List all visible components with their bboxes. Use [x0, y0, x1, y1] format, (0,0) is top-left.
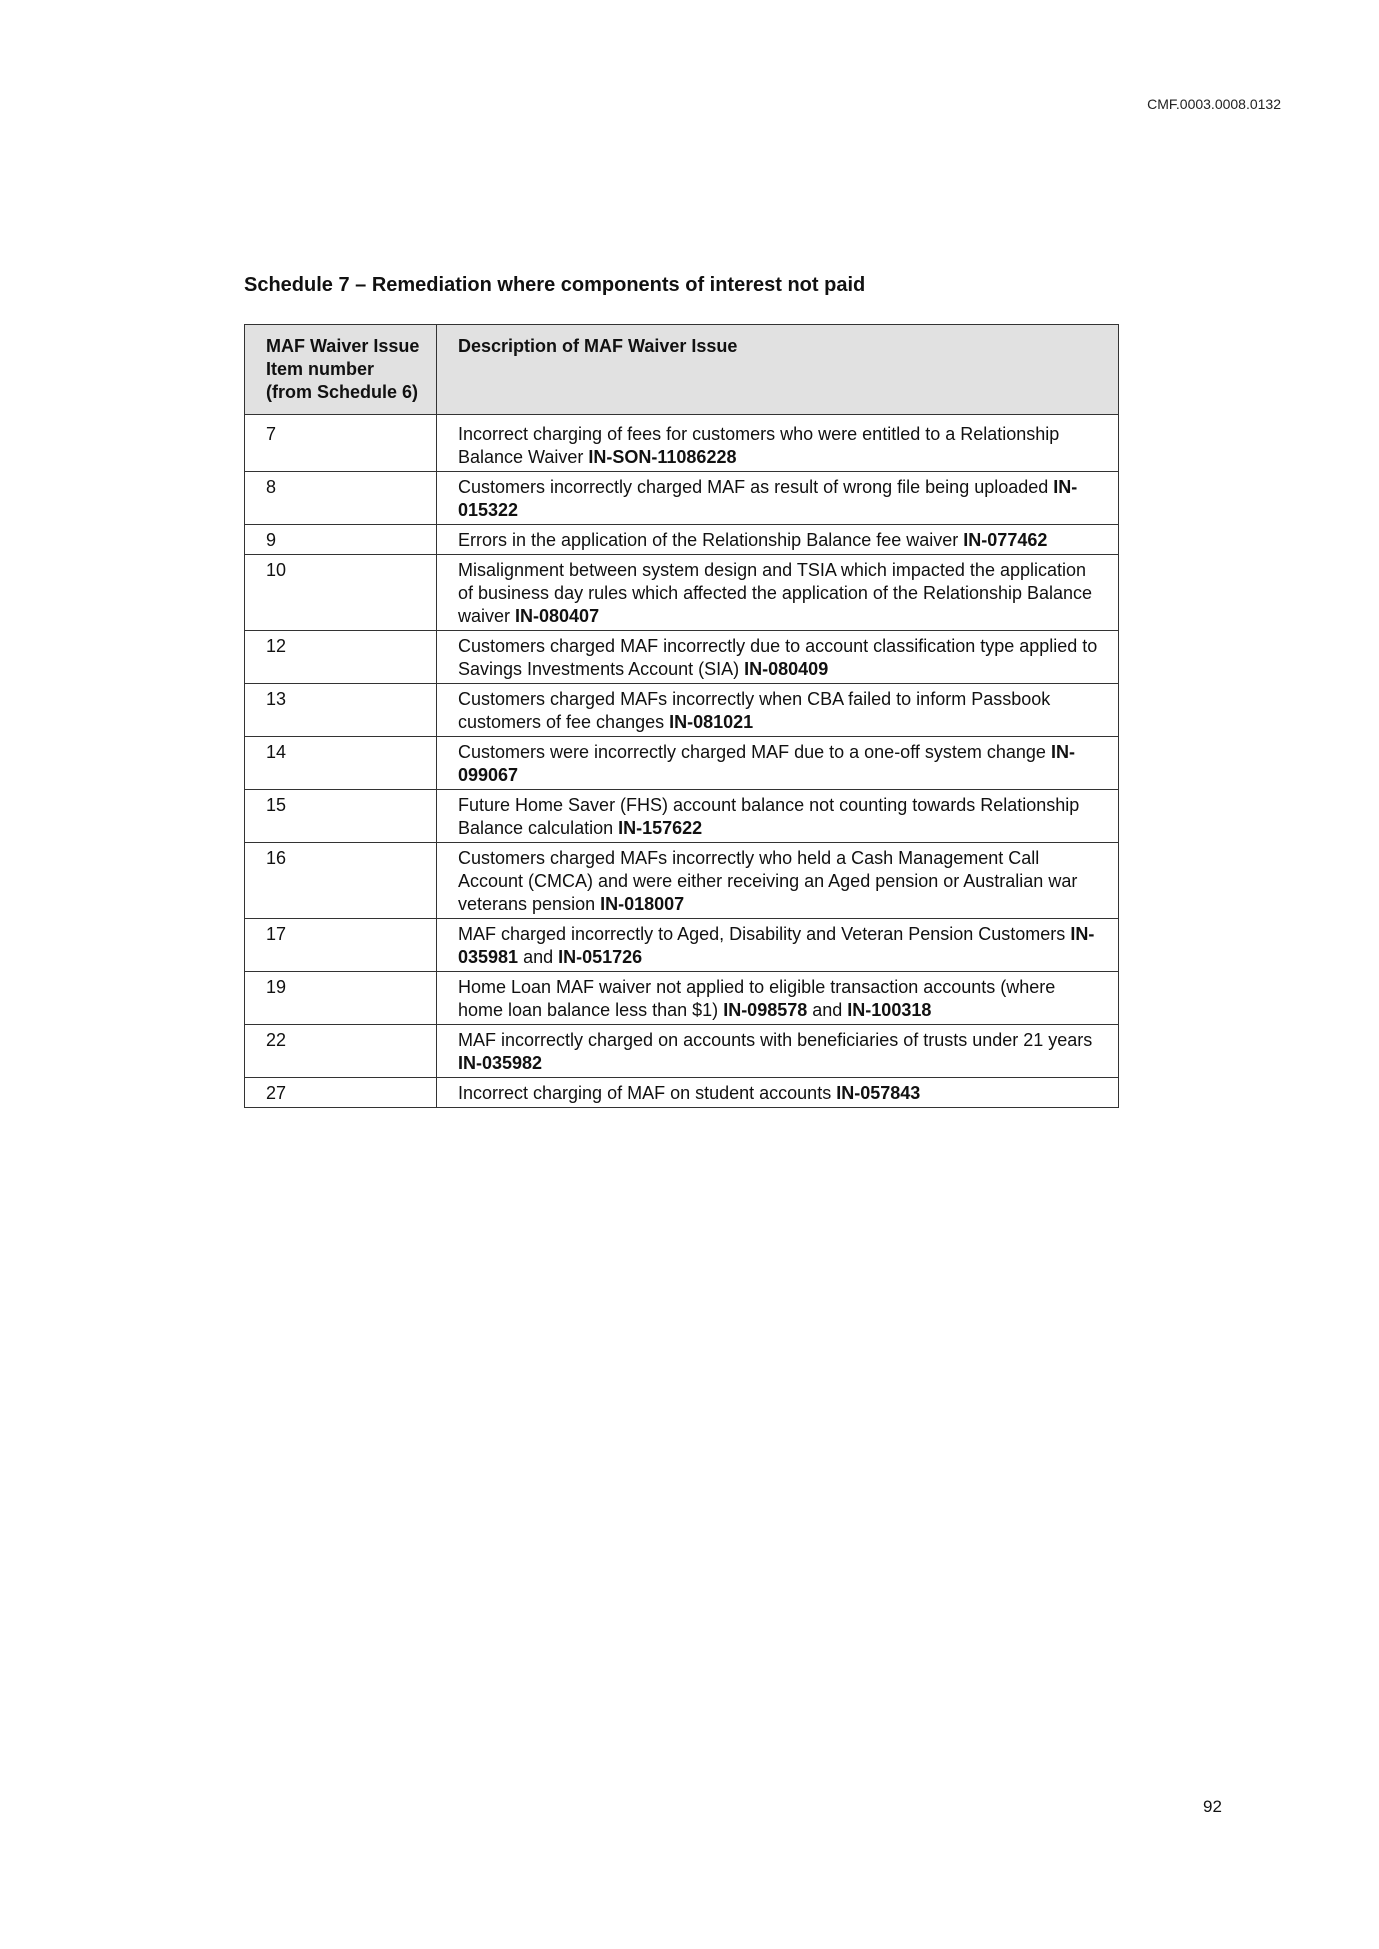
incident-reference: IN-SON-11086228: [588, 447, 737, 467]
incident-reference: IN-080409: [744, 659, 829, 679]
description-text: Future Home Saver (FHS) account balance not counting towards Relationship Balance calculation: [458, 795, 1080, 838]
schedule-title: Schedule 7 – Remediation where components of interest not paid: [244, 274, 866, 296]
table-row: [245, 972, 1119, 1025]
incident-reference: IN-098578: [723, 1000, 808, 1020]
incident-reference: IN-057843: [836, 1083, 921, 1103]
item-number-cell: 10: [245, 555, 437, 631]
table-row: [245, 1025, 1119, 1078]
description-cell: [437, 555, 1119, 631]
item-number-cell: 14: [245, 737, 437, 790]
table-row: [245, 843, 1119, 919]
item-number-cell: 8: [245, 472, 437, 525]
column-header-item-number: MAF Waiver Issue Item number (from Schedule 6): [245, 325, 437, 415]
description-text: Incorrect charging of MAF on student accounts: [458, 1083, 837, 1103]
description-text: Customers charged MAFs incorrectly who held a Cash Management Call Account (CMCA) and were either receiving an Aged pension or Australian war veterans pension: [458, 848, 1078, 914]
description-text: Home Loan MAF waiver not applied to eligible transaction accounts (where home loan balance less than $1): [458, 977, 1056, 1020]
item-number-cell: 7: [245, 415, 437, 472]
description-text: MAF incorrectly charged on accounts with beneficiaries of trusts under 21 years: [458, 1030, 1093, 1050]
description-text: and: [807, 1000, 848, 1020]
incident-reference: IN-051726: [558, 947, 643, 967]
incident-reference: IN-100318: [847, 1000, 932, 1020]
column-header-description: Description of MAF Waiver Issue: [437, 325, 1119, 415]
description-text: MAF charged incorrectly to Aged, Disability and Veteran Pension Customers: [458, 924, 1071, 944]
description-cell: [437, 737, 1119, 790]
item-number-cell: 12: [245, 631, 437, 684]
incident-reference: IN-035981: [458, 924, 1095, 967]
item-number-cell: 27: [245, 1078, 437, 1108]
description-text: Misalignment between system design and TSIA which impacted the application of business day rules which affected the application of the Relationship Balance waiver: [458, 560, 1093, 626]
table-row: [245, 415, 1119, 472]
description-cell: [437, 790, 1119, 843]
table-row: [245, 555, 1119, 631]
remediation-table: [244, 324, 1119, 1108]
incident-reference: IN-099067: [458, 742, 1075, 785]
table-row: [245, 737, 1119, 790]
description-cell: [437, 525, 1119, 555]
item-number-cell: 19: [245, 972, 437, 1025]
incident-reference: IN-080407: [515, 606, 600, 626]
incident-reference: IN-157622: [618, 818, 703, 838]
item-number-cell: 16: [245, 843, 437, 919]
description-cell: [437, 1025, 1119, 1078]
description-text: Customers charged MAFs incorrectly when CBA failed to inform Passbook customers of fee changes: [458, 689, 1051, 732]
incident-reference: IN-018007: [600, 894, 685, 914]
description-cell: [437, 843, 1119, 919]
table-row: [245, 1078, 1119, 1108]
description-text: Errors in the application of the Relationship Balance fee waiver: [458, 530, 964, 550]
item-number-cell: 17: [245, 919, 437, 972]
incident-reference: IN-035982: [458, 1053, 543, 1073]
description-cell: [437, 415, 1119, 472]
description-text: Customers charged MAF incorrectly due to account classification type applied to Savings Investments Account (SIA): [458, 636, 1098, 679]
table-row: [245, 631, 1119, 684]
incident-reference: IN-077462: [963, 530, 1048, 550]
description-cell: [437, 684, 1119, 737]
document-id: CMF.0003.0008.0132: [1147, 96, 1281, 112]
table-header-row: [245, 325, 1119, 415]
description-cell: [437, 472, 1119, 525]
table-body: [245, 415, 1119, 1108]
item-number-cell: 13: [245, 684, 437, 737]
table-row: [245, 525, 1119, 555]
incident-reference: IN-015322: [458, 477, 1078, 520]
table-row: [245, 684, 1119, 737]
item-number-cell: 22: [245, 1025, 437, 1078]
description-text: and: [518, 947, 559, 967]
incident-reference: IN-081021: [669, 712, 754, 732]
description-text: Incorrect charging of fees for customers who were entitled to a Relationship Balance Waiver: [458, 424, 1060, 467]
description-text: Customers were incorrectly charged MAF due to a one-off system change: [458, 742, 1051, 762]
description-text: Customers incorrectly charged MAF as result of wrong file being uploaded: [458, 477, 1054, 497]
description-cell: [437, 631, 1119, 684]
item-number-cell: 15: [245, 790, 437, 843]
table-row: [245, 790, 1119, 843]
item-number-cell: 9: [245, 525, 437, 555]
page-number: 92: [1203, 1797, 1222, 1816]
description-cell: [437, 1078, 1119, 1108]
table-row: [245, 472, 1119, 525]
table-row: [245, 919, 1119, 972]
description-cell: [437, 972, 1119, 1025]
description-cell: [437, 919, 1119, 972]
